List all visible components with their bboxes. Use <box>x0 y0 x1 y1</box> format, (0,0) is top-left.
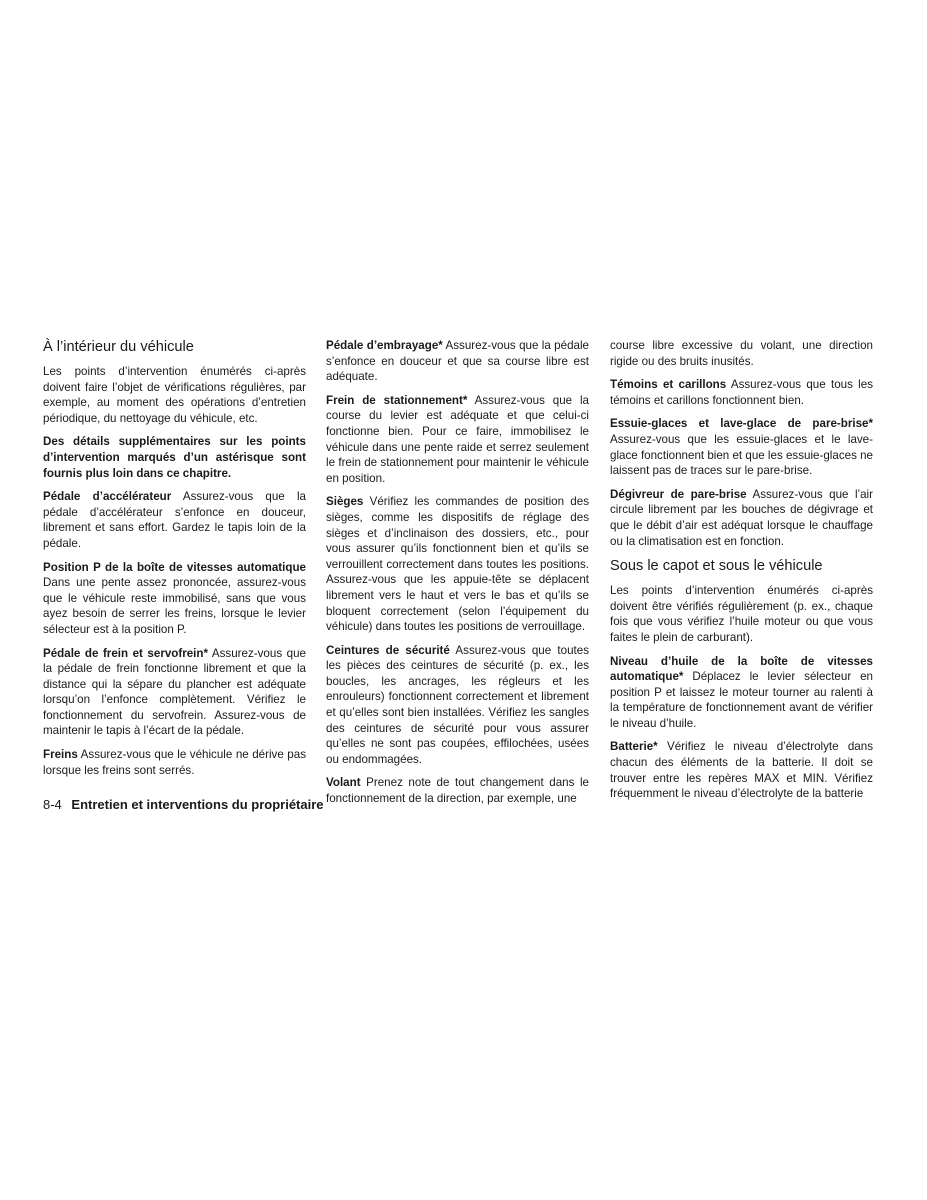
item-defroster <box>610 487 873 549</box>
item-text: Assurez-vous que les essuie-glaces et le lave-glace fonctionnent bien et que les essuie-glaces ne laissent pas de traces sur le pare-brise. <box>610 432 873 478</box>
item-text: Vérifiez les commandes de position des sièges, comme les dispositifs de réglage des sièges et d’inclinaison des dossiers, etc., pour vous assurer qu’ils fonctionnent bien et qu’ils se verrouillent correctement dans toutes les positions. Assurez-vous que les appuie-tête se déplacent librement vers le haut et vers le bas et qu’ils se bloquent correctement (selon l’équipement du véhicule) dans toutes les positions de verrouillage. <box>326 495 589 634</box>
item-term: Position P de la boîte de vitesses automatique <box>43 560 306 574</box>
item-parking-brake <box>326 393 589 487</box>
item-wipers <box>610 416 873 478</box>
column-3 <box>610 338 873 810</box>
item-term: Frein de stationnement* <box>326 393 468 407</box>
column-2 <box>326 338 589 815</box>
paragraph-intro: Les points d’intervention énumérés ci-après doivent faire l’objet de vérifications régulières, par exemple, au moment des opérations d’entretien périodique, du nettoyage du véhicule, etc. <box>43 365 306 425</box>
item-text: Prenez note de tout changement dans le fonctionnement de la direction, par exemple, une <box>326 776 589 806</box>
item-battery <box>610 739 873 801</box>
item-clutch-pedal <box>326 338 589 385</box>
item-text: Dans une pente assez prononcée, assurez-vous que le véhicule reste immobilisé, sans que vous ayez besoin de serrer les freins, lorsque le levier sélecteur est à la position P. <box>43 576 306 636</box>
item-text: Assurez-vous que le véhicule ne dérive pas lorsque les freins sont serrés. <box>43 748 306 777</box>
item-term: Batterie* <box>610 740 658 754</box>
item-brakes <box>43 747 306 778</box>
item-text: Assurez-vous que tous les témoins et carillons fonctionnent bien. <box>610 378 873 407</box>
item-text: Assurez-vous que la pédale de frein fonctionne librement et que la distance qui la sépare du plancher est adéquate lorsqu’on l’enfonce complètement. Vérifiez le fonctionnement du servofrein. Assurez-vous de maintenir le tapis à l’écart de la pédale. <box>43 646 306 738</box>
item-text: Assurez-vous que la course du levier est adéquate et que celui-ci fonctionne bien. Pour ce faire, immobilisez le véhicule dans une pente raide et serrez seulement le frein de stationnement pour maintenir le véhicule en position. <box>326 393 589 485</box>
item-steering-wheel <box>326 775 589 806</box>
item-brake-pedal <box>43 646 306 740</box>
item-transmission-fluid <box>610 654 873 732</box>
page-footer <box>43 796 324 814</box>
item-term: Pédale d’embrayage* <box>326 339 443 352</box>
section-heading-under-hood: Sous le capot et sous le véhicule <box>610 558 823 575</box>
item-text: Assurez-vous que la pédale s’enfonce en douceur et que sa course libre est adéquate. <box>326 339 589 384</box>
item-text: Déplacez le levier sélecteur en position P et laissez le moteur tourner au ralenti à la température de fonctionnement avant de vérifier le niveau d’huile. <box>610 670 873 730</box>
page-number: 8-4 <box>43 797 62 812</box>
item-term: Dégivreur de pare-brise <box>610 487 747 501</box>
section-title: Entretien et interventions du propriétaire <box>71 797 324 812</box>
item-term: Essuie-glaces et lave-glace de pare-brise* <box>610 417 873 431</box>
column-1 <box>43 338 306 786</box>
paragraph-under-hood-intro: Les points d’intervention énumérés ci-après doivent être vérifiés régulièrement (p. ex., chaque fois que vous vérifiez l’huile moteur ou que vous faites le plein de carburant). <box>610 584 873 644</box>
item-term: Freins <box>43 748 78 762</box>
item-seats <box>326 494 589 634</box>
item-text: Assurez-vous que la pédale d’accélérateur s’enfonce en douceur, librement et sans effort. Gardez le tapis loin de la pédale. <box>43 490 306 550</box>
item-accelerator-pedal <box>43 489 306 551</box>
item-text: Assurez-vous que l’air circule librement par les bouches de dégivrage et que le débit d’air est adéquat lorsque le chauffage ou la climatisation est en fonction. <box>610 487 873 548</box>
section-heading-interior: À l’intérieur du véhicule <box>43 339 194 355</box>
item-warning-lights <box>610 377 873 408</box>
item-term: Ceintures de sécurité <box>326 643 450 657</box>
item-seat-belts <box>326 643 589 768</box>
item-term: Sièges <box>326 495 364 509</box>
item-term: Volant <box>326 776 361 790</box>
paragraph-asterisk-note: Des détails supplémentaires sur les points d’intervention marqués d’un astérisque sont fournis plus loin dans ce chapitre. <box>43 435 306 480</box>
item-text: Assurez-vous que toutes les pièces des ceintures de sécurité (p. ex., les boucles, les ancrages, les régleurs et les enrouleurs) fonctionnent correctement et librement et qu’elles sont bien installées. Vérifiez les sangles des ceintures de sécurité pour vous assurer qu’elles ne sont pas coupées, effilochées, usées ou endommagées. <box>326 643 589 766</box>
item-term: Témoins et carillons <box>610 378 727 392</box>
paragraph-continuation: course libre excessive du volant, une direction rigide ou des bruits inusités. <box>610 339 873 368</box>
item-park-position <box>43 560 306 638</box>
item-text: Vérifiez le niveau d’électrolyte dans chacun des éléments de la batterie. Il doit se trouver entre les repères MAX et MIN. Vérifiez fréquemment le niveau d’électrolyte de la batterie <box>610 740 873 801</box>
item-term: Pédale d’accélérateur <box>43 490 172 504</box>
item-term: Niveau d’huile de la boîte de vitesses automatique* <box>610 654 873 684</box>
item-term: Pédale de frein et servofrein* <box>43 646 208 660</box>
